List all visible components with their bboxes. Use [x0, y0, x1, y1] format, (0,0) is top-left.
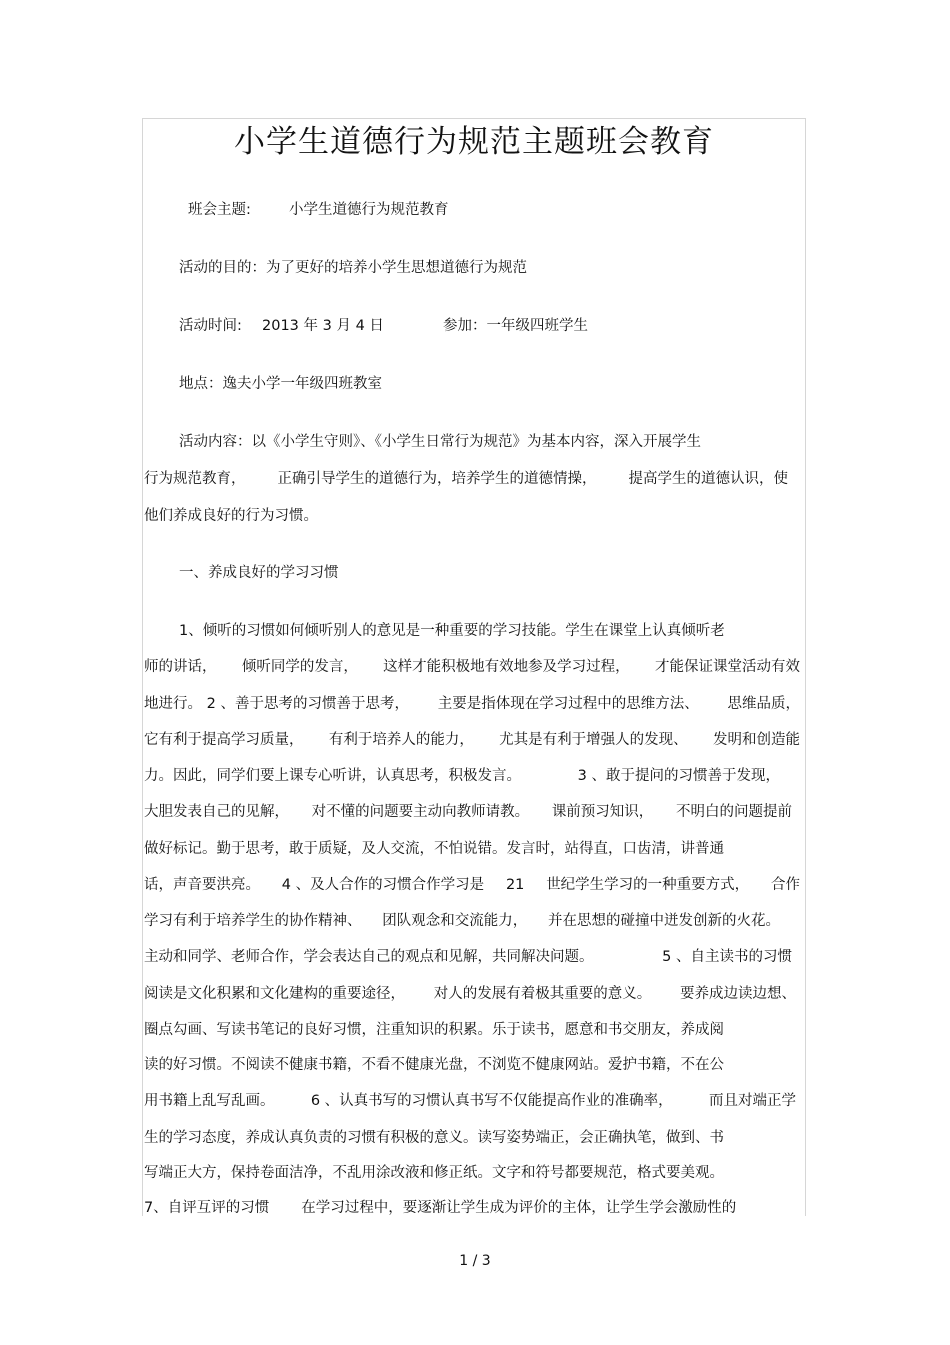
text-segment: 话，声音要洪亮。	[144, 877, 260, 893]
text-segment: 发明和创造能	[712, 732, 800, 748]
text-segment: 它有利于提高学习质量，	[144, 732, 304, 748]
text-segment: 才能保证课堂活动有效	[654, 659, 800, 675]
text-segment: 行为规范教育，	[144, 471, 246, 487]
text-segment: 用书籍上乱写乱画。	[144, 1093, 275, 1109]
text-segment: 倾听同学的发言，	[241, 659, 358, 675]
text-segment: 4 、及人合作的习惯合作学习是	[281, 877, 485, 893]
activity-content-line	[144, 469, 788, 489]
body-line	[144, 766, 780, 786]
body-line: 读的好习惯。不阅读不健康书籍，不看不健康光盘，不浏览不健康网站。爱护书籍，不在公	[144, 1057, 724, 1073]
text-segment: 要养成边读边想、	[680, 986, 796, 1002]
text-segment: 而且对端正学	[709, 1093, 796, 1109]
section-heading: 一、养成良好的学习习惯	[179, 565, 339, 581]
body-line	[144, 802, 792, 822]
text-segment: 大胆发表自己的见解，	[144, 804, 289, 820]
text-segment: 主要是指体现在学习过程中的思维方法、	[437, 696, 699, 712]
text-segment: 团队观念和交流能力，	[382, 913, 528, 929]
text-segment: 21	[505, 877, 525, 893]
body-line	[144, 1198, 750, 1218]
activity-content-line: 活动内容：以《小学生守则》、《小学生日常行为规范》为基本内容，深入开展学生	[179, 434, 701, 450]
body-line: 圈点勾画、写读书笔记的良好习惯，注重知识的积累。乐于读书，愿意和书交朋友，养成阅	[144, 1022, 724, 1038]
text-segment: 学习有利于培养学生的协作精神、	[144, 913, 362, 929]
text-segment: 对人的发展有着极其重要的意义。	[433, 986, 652, 1002]
text-segment: 地进行。 2 、善于思考的习惯善于思考，	[144, 696, 409, 712]
text-segment: 正确引导学生的道德行为，培养学生的道德情操，	[277, 471, 597, 487]
text-segment: 力。因此，同学们要上课专心听讲，认真思考，积极发言。	[144, 768, 521, 784]
text-segment: 3 、敢于提问的习惯善于发现，	[577, 768, 780, 784]
body-line: 1、倾听的习惯如何倾听别人的意见是一种重要的学习技能。学生在课堂上认真倾听老	[179, 623, 725, 639]
activity-time-value: 2013 年 3 月 4 日	[262, 318, 384, 334]
activity-location: 地点：逸夫小学一年级四班教室	[179, 376, 382, 392]
text-segment: 尤其是有利于增强人的发现、	[499, 732, 688, 748]
body-line	[144, 694, 800, 714]
body-line: 写端正大方，保持卷面洁净，不乱用涂改液和修正纸。文字和符号都要规范，格式要美观。	[144, 1165, 724, 1181]
text-segment: 世纪学生学习的一种重要方式，	[546, 877, 750, 893]
body-line	[144, 911, 780, 931]
activity-participants: 参加：一年级四班学生	[443, 318, 588, 334]
text-segment: 并在思想的碰撞中迸发创新的火花。	[548, 913, 780, 929]
body-line: 做好标记。勤于思考，敢于质疑，及人交流，不怕说错。发言时，站得直，口齿清，讲普通	[144, 841, 724, 857]
text-segment: 5 、自主读书的习惯	[662, 949, 792, 965]
text-segment: 合作	[770, 877, 800, 893]
body-line	[144, 875, 800, 895]
text-segment: 在学习过程中，要逐渐让学生成为评价的主体，让学生学会激励性的	[301, 1200, 737, 1216]
text-segment: 不明白的问题提前	[675, 804, 792, 820]
body-line	[144, 947, 792, 967]
text-segment: 课前预习知识，	[551, 804, 654, 820]
body-line	[144, 730, 800, 750]
page-number: 1 / 3	[459, 1253, 491, 1269]
text-segment: 7、自评互评的习惯	[144, 1200, 270, 1216]
body-line	[144, 984, 796, 1004]
text-segment: 师的讲话，	[144, 659, 217, 675]
body-line	[144, 657, 800, 677]
text-segment: 有利于培养人的能力，	[328, 732, 474, 748]
theme-label: 班会主题:	[188, 202, 251, 218]
activity-content-line: 他们养成良好的行为习惯。	[144, 508, 318, 524]
body-line	[144, 1091, 796, 1111]
text-segment: 这样才能积极地有效地参及学习过程，	[383, 659, 630, 675]
text-segment: 提高学生的道德认识，使	[628, 471, 788, 487]
theme-value: 小学生道德行为规范教育	[289, 202, 449, 218]
text-segment: 思维品质，	[727, 696, 800, 712]
body-line: 生的学习态度，养成认真负责的习惯有积极的意义。读写姿势端正，会正确执笔，做到、书	[144, 1130, 724, 1146]
activity-time-label: 活动时间:	[179, 318, 242, 334]
document-title: 小学生道德行为规范主题班会教育	[234, 124, 714, 160]
text-segment: 主动和同学、老师合作，学会表达自己的观点和见解，共同解决问题。	[144, 949, 594, 965]
activity-purpose: 活动的目的：为了更好的培养小学生思想道德行为规范	[179, 260, 527, 276]
text-segment: 6 、认真书写的习惯认真书写不仅能提高作业的准确率，	[310, 1093, 673, 1109]
text-segment: 对不懂的问题要主动向教师请教。	[311, 804, 530, 820]
text-segment: 阅读是文化积累和文化建构的重要途径，	[144, 986, 405, 1002]
